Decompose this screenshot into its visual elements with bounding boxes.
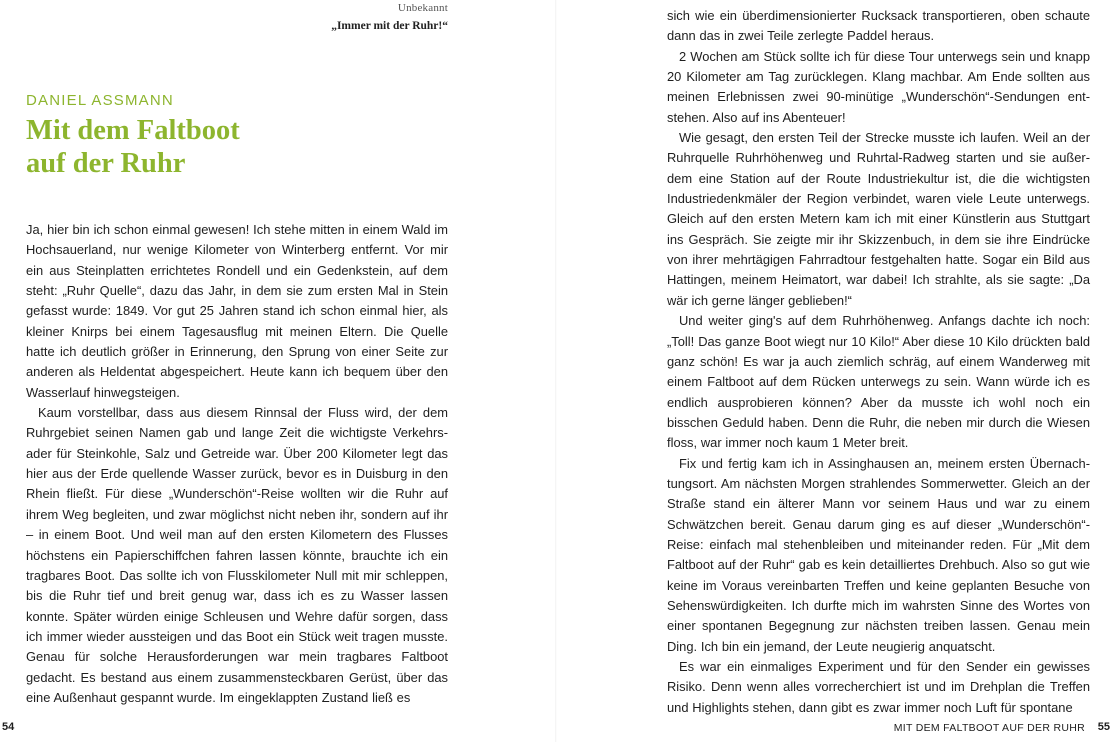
headline-line-1: Mit dem Faltboot (26, 115, 240, 146)
page-number-left: 54 (2, 721, 15, 733)
page-number-right: 55 (1097, 721, 1110, 733)
paragraph: Ja, hier bin ich schon einmal gewesen! Ich stehe mitten in einem Wald im Hochsauerland, nur wenige Kilometer von Winterberg entfernt. Vor mir ein aus Steinplatten errichtetes Rondell und ein Gedenkstein, auf dem steht: „Ruhr Quelle“, dazu das Jahr, in dem sie zum ersten Mal in Stein gefasst wurde: 1849. Vor gut 25 Jahren stand ich schon einmal hier, als kleiner Knirps bei einem Tagesausflug mit meinen Eltern. Die Quelle hatte ich deutlich größer in Erinnerung, den Sprung von einer Seite zur anderen als Heldentat abgespeichert. Heute kann ich bequem über den Wasserlauf hinwegsteigen. (26, 222, 448, 400)
headline-line-2: auf der Ruhr (26, 148, 186, 179)
paragraph: sich wie ein überdimensionierter Rucksack transportieren, oben schaute dann das in zwei Teile zerlegte Paddel heraus. (667, 8, 1090, 44)
chapter-headline (26, 114, 446, 180)
right-body-text (667, 6, 1090, 718)
paragraph: 2 Wochen am Stück sollte ich für diese Tour unterwegs sein und knapp 20 Kilometer am Tag zurücklegen. Klang machbar. Am Ende sollten aus meinen Erlebnissen zwei 90-minütige „Wunderschön“-Sendungen entstehen. Also auf ins Abenteuer! (667, 48, 1090, 125)
right-page (556, 0, 1113, 742)
running-head-title: „Immer mit der Ruhr!“ (331, 20, 448, 32)
paragraph: Kaum vorstellbar, dass aus diesem Rinnsal der Fluss wird, der dem Ruhrgebiet seinen Namen gab und lange Zeit die wichtigste Verkehrsader für Steinkohle, Salz und Getreide war. Über 200 Kilometer legt das hier aus der Erde quellende Wasser zurück, bevor es in Duisburg in den Rhein fließt. Für diese „Wunderschön“-Reise wollten wir die Ruhr auf ihrem Weg begleiten, und zwar möglichst nicht neben ihr, sondern auf ihr – in einem Boot. Und weil man auf den ersten Kilometern des Flusses höchstens ein Papierschiffchen fahren lassen könnte, brauchte ich ein tragbares Boot. Das sollte ich von Flusskilometer Null mit mir schleppen, bis die Ruhr tief und breit genug war, dass ich es zu Wasser lassen konnte. Später würden einige Schleusen und Wehre dafür sorgen, dass ich immer wieder aussteigen und das Boot ein Stück weit tragen musste. Genau für solche Herausforderungen war mein tragbares Faltboot gedacht. Es bestand aus einem zusammensteckbaren Gerüst, über das eine Außenhaut gespannt wurde. Im eingeklappten Zustand ließ es (26, 405, 448, 705)
paragraph: Und weiter ging's auf dem Ruhrhöhenweg. Anfangs dachte ich noch: „Toll! Das ganze Boot wiegt nur 10 Kilo!“ Aber diese 10 Kilo drückten bald ganz schön! Es war ja auch ziemlich schräg, auf einem Wanderweg mit einem Faltboot auf dem Rücken unterwegs zu sein. Wann würde ich es endlich ausprobieren können? Aber da musste ich wohl noch ein bisschen Geduld haben. Denn die Ruhr, die neben mir durch die Wiesen floss, war immer noch kaum 1 Meter breit. (667, 313, 1090, 451)
left-page (0, 0, 556, 742)
running-footer-title: MIT DEM FALTBOOT AUF DER RUHR (893, 722, 1085, 734)
paragraph: Fix und fertig kam ich in Assinghausen an, meinem ersten Übernachtungsort. Am nächsten Morgen strahlendes Sommerwetter. Gleich an der Straße stand ein älterer Mann vor seinem Haus und war zu einem Schwätzchen bereit. Genau darum ging es auf dieser „Wunderschön“-Reise: einfach mal stehenbleiben und miteinander reden. Für „Mit dem Faltboot auf der Ruhr“ gab es kein detailliertes Drehbuch. Also so gut wie keine im Voraus vereinbarten Treffen und keine geplanten Besuche von Sehenswürdigkeiten. Ich durfte mich im wahrsten Sinne des Wortes von einer spontanen Begegnung zur nächsten treiben lassen. Genau mein Ding. Ich bin ein jemand, der Leute neugierig anquatscht. (667, 455, 1090, 654)
paragraph: Wie gesagt, den ersten Teil der Strecke musste ich laufen. Weil an der Ruhrquelle Ruhrhöhenweg und Ruhrtal-Radweg starten und sie außerdem eine Station auf der Route Industriekultur ist, die die wichtigsten Industriedenkmäler der Region verbindet, waren viele Leute unterwegs. Gleich auf den ersten Metern kam ich mit einer Künstlerin aus Stuttgart ins Gespräch. Sie zeigte mir ihr Skizzenbuch, in dem sie ihre Eindrücke von ihrer mehrtägigen Fahrradtour festgehalten hatte. Sogar ein Bild aus Hattingen, meinem Heimatort, war dabei! Ich strahlte, als sie sagte: „Da wär ich gerne länger geblieben!“ (667, 130, 1090, 308)
running-head-author: Unbekannt (397, 2, 448, 14)
running-head (331, 2, 448, 32)
left-body-text (26, 220, 448, 708)
paragraph: Es war ein einmaliges Experiment und für den Sender ein gewisses Risiko. Denn wenn alles vorrecherchiert ist und im Drehplan die Treffen und Highlights stehen, dann gibt es zwar immer noch Luft für spontane (667, 659, 1090, 715)
author-kicker: DANIEL ASSMANN (26, 92, 174, 109)
